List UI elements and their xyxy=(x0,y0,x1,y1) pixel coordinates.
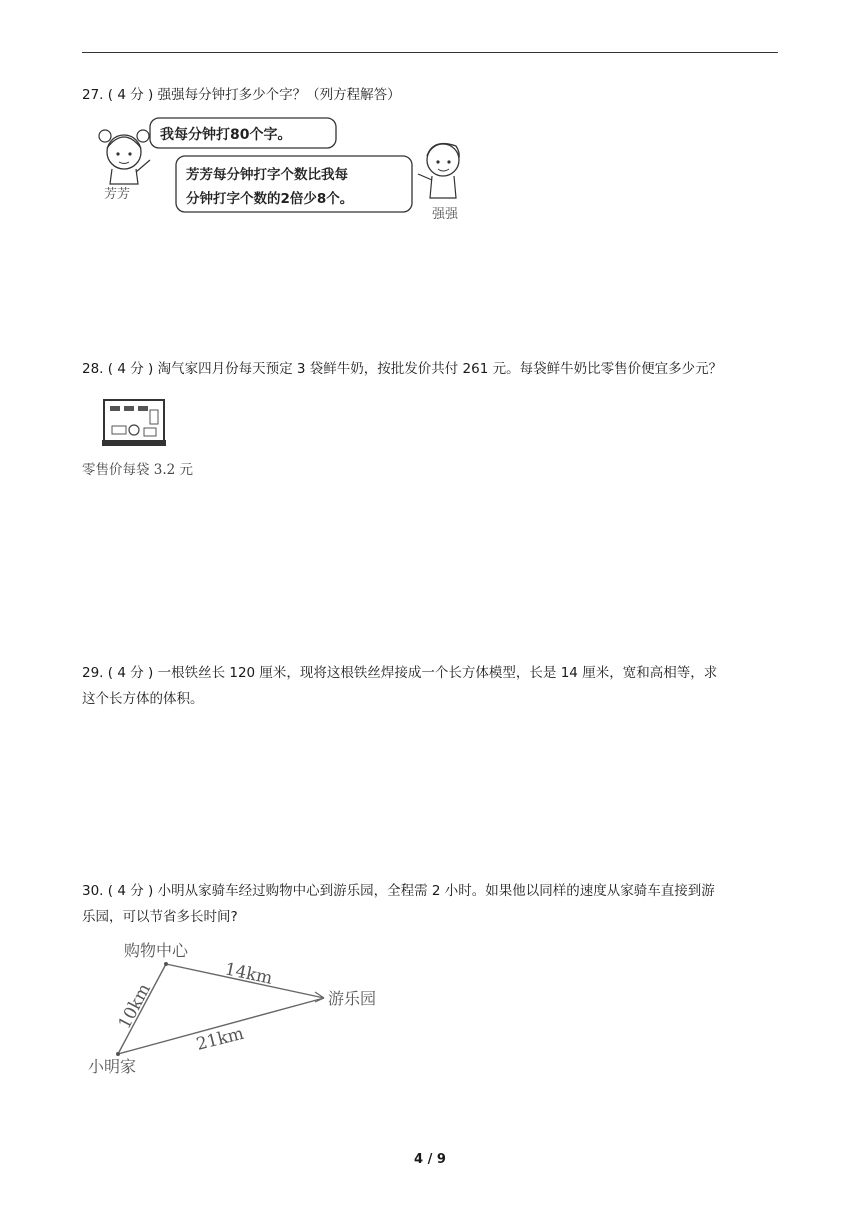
figure-30-route-map xyxy=(82,932,402,1082)
question-score: ( 4 分 ) xyxy=(107,361,154,377)
label-distance-home-park: 21km xyxy=(194,1023,246,1055)
question-text-line-1: 一根铁丝长 120 厘米，现将这根铁丝焊接成一个长方体模型，长是 14 厘米，宽和高相等，求 xyxy=(157,665,718,681)
home-point xyxy=(116,1052,120,1056)
label-xiaoming-home: 小明家 xyxy=(88,1057,137,1076)
question-27 xyxy=(82,82,778,108)
question-text-line-1: 小明从家骑车经过购物中心到游乐园，全程需 2 小时。如果他以同样的速度从家骑车直接到游 xyxy=(157,883,715,899)
page-number: 4 / 9 xyxy=(414,1152,446,1167)
shopping-point xyxy=(164,962,168,966)
girl-illustration xyxy=(99,130,150,184)
question-score: ( 4 分 ) xyxy=(107,87,154,103)
boy-name: 强强 xyxy=(432,207,459,222)
boy-bubble-line-2: 分钟打字个数的2倍少8个。 xyxy=(186,191,354,207)
question-28 xyxy=(82,356,778,382)
question-number: 30. xyxy=(82,883,104,899)
label-shopping-center: 购物中心 xyxy=(124,941,189,960)
question-30 xyxy=(82,878,778,930)
header-rule xyxy=(82,52,778,53)
figure-27-dialogue xyxy=(88,112,488,230)
question-score: ( 4 分 ) xyxy=(107,665,154,681)
question-text: 强强每分钟打多少个字？（列方程解答） xyxy=(157,87,401,103)
question-text-line-2: 乐园，可以节省多长时间? xyxy=(82,909,238,925)
question-number: 27. xyxy=(82,87,104,103)
label-distance-home-shopping: 10km xyxy=(114,980,155,1033)
boy-illustration xyxy=(418,144,459,198)
milk-shop-illustration xyxy=(102,400,166,446)
girl-bubble-text: 我每分钟打80个字。 xyxy=(160,127,292,143)
retail-price-caption: 零售价每袋 3.2 元 xyxy=(82,462,194,478)
question-number: 28. xyxy=(82,361,104,377)
question-text: 淘气家四月份每天预定 3 袋鲜牛奶，按批发价共付 261 元。每袋鲜牛奶比零售价便宜多少元？ xyxy=(157,361,723,377)
label-amusement-park: 游乐园 xyxy=(328,989,377,1008)
girl-name: 芳芳 xyxy=(104,187,131,202)
label-distance-shopping-park: 14km xyxy=(222,959,275,989)
question-score: ( 4 分 ) xyxy=(107,883,154,899)
question-29 xyxy=(82,660,778,712)
figure-28-milk-shop xyxy=(82,396,222,486)
boy-bubble-line-1: 芳芳每分钟打字个数比我每 xyxy=(186,167,348,183)
question-text-line-2: 这个长方体的体积。 xyxy=(82,691,204,707)
question-number: 29. xyxy=(82,665,104,681)
